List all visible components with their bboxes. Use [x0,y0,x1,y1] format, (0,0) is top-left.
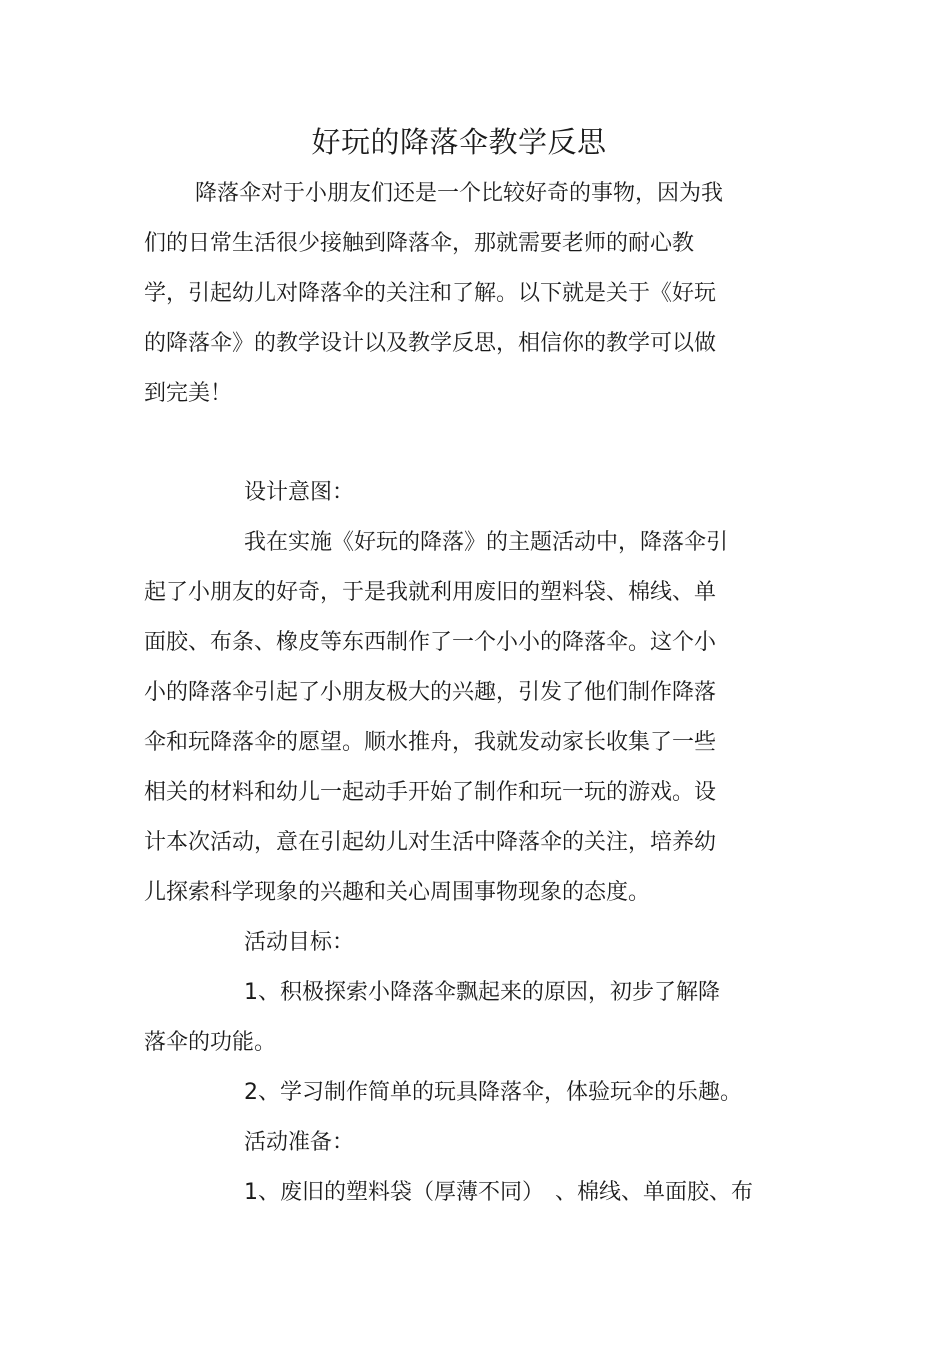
intro-line: 到完美！ [144,381,233,406]
design-line: 我在实施《好玩的降落》的主题活动中，降落伞引 [244,530,729,555]
design-line: 起了小朋友的好奇，于是我就利用废旧的塑料袋、棉线、单 [144,580,717,605]
goal-line: 1、积极探索小降落伞飘起来的原因，初步了解降 [244,980,720,1005]
design-line: 小的降落伞引起了小朋友极大的兴趣，引发了他们制作降落 [144,680,717,705]
document-title: 好玩的降落伞教学反思 [311,125,607,159]
intro-line: 们的日常生活很少接触到降落伞，那就需要老师的耐心教 [144,231,695,256]
goal-line: 2、学习制作简单的玩具降落伞，体验玩伞的乐趣。 [244,1080,742,1105]
design-line: 面胶、布条、橡皮等东西制作了一个小小的降落伞。这个小 [144,630,717,655]
design-line: 伞和玩降落伞的愿望。顺水推舟，我就发动家长收集了一些 [144,730,717,755]
prep-line: 1、废旧的塑料袋（厚薄不同） 、棉线、单面胶、布 [244,1180,753,1205]
intro-line: 学，引起幼儿对降落伞的关注和了解。以下就是关于《好玩 [144,281,717,306]
intro-line: 的降落伞》的教学设计以及教学反思，相信你的教学可以做 [144,331,717,356]
design-line: 儿探索科学现象的兴趣和关心周围事物现象的态度。 [144,880,651,905]
intro-line: 降落伞对于小朋友们还是一个比较好奇的事物，因为我 [195,181,724,206]
design-line: 相关的材料和幼儿一起动手开始了制作和玩一玩的游戏。设 [144,780,717,805]
prep-heading: 活动准备： [244,1130,355,1155]
design-heading: 设计意图： [244,480,355,505]
goal-line: 落伞的功能。 [144,1030,277,1055]
design-line: 计本次活动，意在引起幼儿对生活中降落伞的关注，培养幼 [144,830,717,855]
goals-heading: 活动目标： [244,930,355,955]
